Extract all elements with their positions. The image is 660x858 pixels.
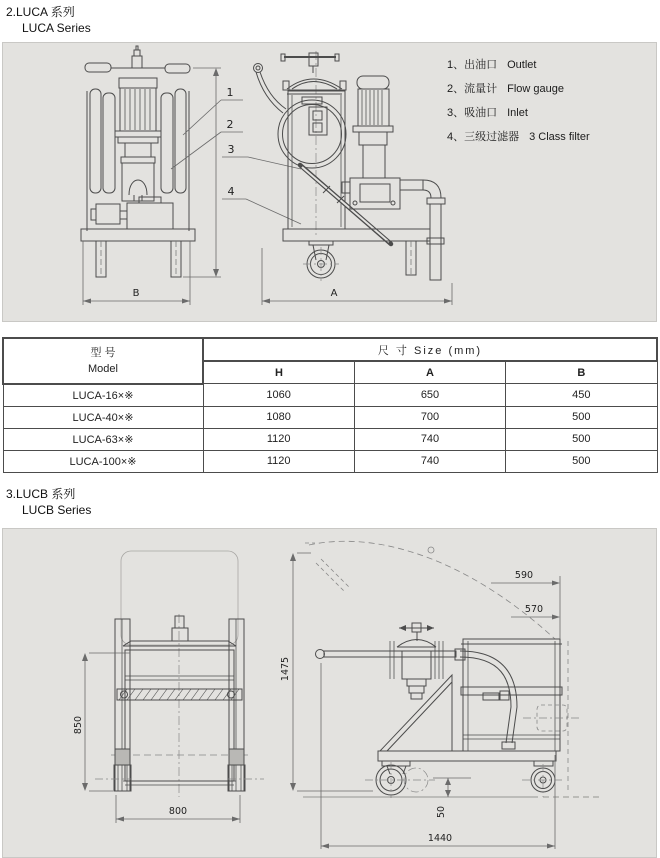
legend-en: Outlet <box>507 59 537 71</box>
callout-leaders <box>171 86 301 224</box>
legend-num: 1、 <box>447 59 465 71</box>
callout-3: 3 <box>227 143 235 156</box>
dim-800-label: 800 <box>168 806 188 817</box>
callout-4: 4 <box>227 185 235 198</box>
clamp-band <box>117 689 242 700</box>
lucb-side-view <box>280 541 603 849</box>
a-cell: 650 <box>354 384 505 407</box>
filter-columns <box>87 89 189 231</box>
col-header-b: B <box>506 361 657 384</box>
front-width-dimension <box>116 795 240 823</box>
width-a-dimension <box>262 248 452 305</box>
h-cell: 1080 <box>203 406 354 428</box>
lucb-heading-en: LUCB Series <box>22 503 92 517</box>
dim-1440 <box>321 663 555 849</box>
filter-vessel <box>288 91 345 229</box>
table-row <box>3 406 657 428</box>
side-motor <box>353 76 393 178</box>
callout-1: 1 <box>226 86 234 99</box>
lucb-front-view <box>73 551 264 823</box>
model-cell: LUCA-100×※ <box>3 450 203 472</box>
size-header-cell: 尺 寸 Size (mm) <box>203 338 657 361</box>
luca-section-heading <box>6 4 91 36</box>
lucb-technical-drawing <box>3 529 656 857</box>
model-cell: LUCA-40×※ <box>3 406 203 428</box>
dim-50-label: 50 <box>436 805 447 819</box>
dim-570 <box>511 604 560 620</box>
luca-side-view <box>254 51 453 305</box>
dim-850-label: 850 <box>73 715 84 735</box>
dim-50 <box>433 778 471 818</box>
width-b-dimension <box>83 241 190 305</box>
side-pump <box>342 178 400 209</box>
lucb-heading-cn: 3.LUCB 系列 <box>6 487 76 501</box>
parts-legend <box>447 53 590 149</box>
h-cell: 1060 <box>203 384 354 407</box>
size-table <box>2 337 658 473</box>
legend-item-flow-gauge <box>447 77 590 101</box>
dim-b-label: B <box>132 288 140 299</box>
legend-item-3class-filter <box>447 125 590 149</box>
handle-grip <box>254 64 287 114</box>
col-header-h: H <box>203 361 354 384</box>
handlebar <box>85 46 190 73</box>
legend-cn: 流量计 <box>464 83 498 95</box>
lucb-section-heading <box>6 486 91 518</box>
dim-590-label: 590 <box>514 570 534 581</box>
model-header-cn: 型 号 <box>90 346 116 359</box>
b-cell: 500 <box>506 450 657 472</box>
a-cell: 740 <box>354 450 505 472</box>
luca-heading-cn: 2.LUCA 系列 <box>6 5 75 19</box>
legend-cn: 吸油口 <box>464 107 498 119</box>
h-cell: 1120 <box>203 450 354 472</box>
dim-1440-label: 1440 <box>427 833 453 844</box>
table-row <box>3 384 657 407</box>
model-header-en: Model <box>88 362 118 375</box>
b-cell: 450 <box>506 384 657 407</box>
model-cell: LUCA-16×※ <box>3 384 203 407</box>
h-cell: 1120 <box>203 428 354 450</box>
model-header-cell <box>3 338 203 384</box>
legend-num: 3、 <box>447 107 465 119</box>
handle-swing-arc <box>305 541 555 639</box>
drum-front <box>111 641 248 785</box>
vessel-lid <box>283 79 346 94</box>
col-header-a: A <box>354 361 505 384</box>
dim-1475-label: 1475 <box>280 656 291 682</box>
luca-front-view <box>81 46 221 305</box>
b-cell: 500 <box>506 428 657 450</box>
legend-cn: 三级过滤器 <box>464 131 520 143</box>
legend-en: 3 Class filter <box>529 131 590 143</box>
motor <box>115 78 161 143</box>
luca-drawing-panel <box>2 42 657 322</box>
lucb-drawing-panel <box>2 528 657 858</box>
a-cell: 740 <box>354 428 505 450</box>
table-row <box>3 450 657 472</box>
side-base <box>283 229 430 281</box>
base-frame <box>81 229 195 277</box>
drum-cap <box>172 616 188 641</box>
dim-a-label: A <box>330 288 338 299</box>
side-filter-unit <box>390 623 443 699</box>
total-height-dimension <box>280 553 373 791</box>
legend-en: Inlet <box>507 107 528 119</box>
callout-2: 2 <box>226 118 234 131</box>
hand-wheel <box>281 53 339 73</box>
legend-num: 4、 <box>447 131 465 143</box>
model-cell: LUCA-63×※ <box>3 428 203 450</box>
front-height-dimension <box>73 653 130 791</box>
outlet-piping <box>400 180 445 280</box>
luca-heading-en: LUCA Series <box>22 21 91 35</box>
dim-570-label: 570 <box>524 604 544 615</box>
raised-drum-phantom <box>121 551 238 645</box>
table-row <box>3 428 657 450</box>
legend-item-inlet <box>447 101 590 125</box>
legend-num: 2、 <box>447 83 465 95</box>
phantom-lines <box>523 641 581 794</box>
legend-item-outlet <box>447 53 590 77</box>
drum-side <box>461 639 562 751</box>
a-cell: 700 <box>354 406 505 428</box>
pump-unit <box>91 197 173 229</box>
filter-housing <box>121 143 155 201</box>
b-cell: 500 <box>506 406 657 428</box>
legend-en: Flow gauge <box>507 83 564 95</box>
legend-cn: 出油口 <box>464 59 498 71</box>
